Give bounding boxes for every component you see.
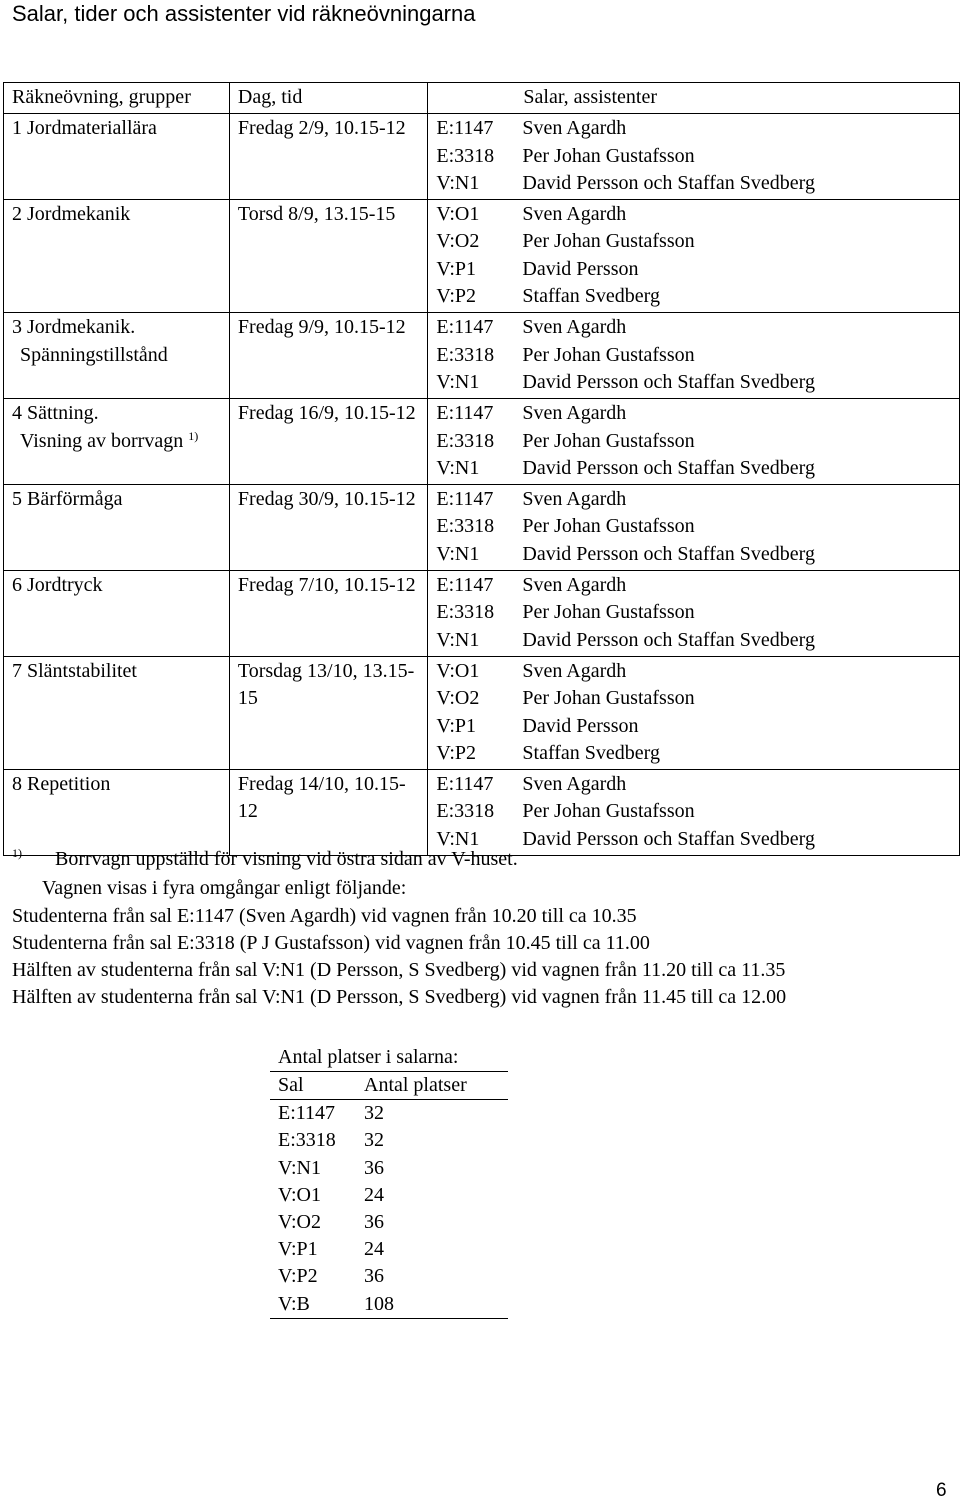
schedule-row <box>4 485 960 571</box>
schedule-row <box>4 656 960 769</box>
capacity-header-row <box>270 1072 508 1100</box>
room-code: V:O2 <box>436 687 480 710</box>
assistant-name: Per Johan Gustafsson <box>522 800 695 823</box>
exercise-time: Torsdag 13/10, 13.15-15 <box>229 656 427 769</box>
header-time: Dag, tid <box>229 83 427 114</box>
room-assignment <box>436 541 951 568</box>
room-assignment <box>436 771 951 798</box>
exercise-group-name: 7 Släntstabilitet <box>12 659 137 682</box>
room-assignment <box>436 428 951 455</box>
capacity-row <box>270 1263 508 1290</box>
room-code: V:N1 <box>436 456 480 479</box>
exercise-group <box>4 200 230 313</box>
assistant-name: Per Johan Gustafsson <box>522 601 695 624</box>
room-assignment <box>436 143 951 170</box>
schedule-row <box>4 770 960 856</box>
room-assignment <box>436 658 951 685</box>
assistant-name: Staffan Svedberg <box>522 741 660 764</box>
assistant-name: Sven Agardh <box>522 316 627 339</box>
assistant-name: David Persson och Staffan Svedberg <box>522 628 815 651</box>
exercise-time: Fredag 7/10, 10.15-12 <box>229 571 427 657</box>
capacity-room: E:1147 <box>278 1102 336 1125</box>
room-code: E:1147 <box>436 773 494 796</box>
schedule-row <box>4 313 960 399</box>
footnote-reference: 1) <box>188 428 199 443</box>
capacity-seats: 36 <box>364 1156 384 1179</box>
assistant-name: Per Johan Gustafsson <box>522 144 695 167</box>
assistant-name: Sven Agardh <box>522 203 627 226</box>
footnote-line: Vagnen visas i fyra omgångar enligt följande: <box>42 877 407 900</box>
room-code: V:N1 <box>436 827 480 850</box>
room-assignments <box>428 200 960 313</box>
schedule-row <box>4 399 960 485</box>
footnote <box>12 846 786 1012</box>
exercise-group-name: 1 Jordmateriallära <box>12 117 157 140</box>
capacity-row <box>270 1236 508 1263</box>
exercise-group-name: 3 Jordmekanik. <box>12 316 136 339</box>
room-code: E:3318 <box>436 515 495 538</box>
capacity-seats: 108 <box>356 1291 508 1319</box>
capacity-row <box>270 1209 508 1236</box>
exercise-group-name: 5 Bärförmåga <box>12 488 123 511</box>
capacity-row <box>270 1291 508 1319</box>
assistant-name: Per Johan Gustafsson <box>522 343 695 366</box>
assistant-name: Per Johan Gustafsson <box>522 687 695 710</box>
exercise-time: Fredag 9/9, 10.15-12 <box>229 313 427 399</box>
room-code: V:N1 <box>436 171 480 194</box>
assistant-name: David Persson <box>522 714 639 737</box>
assistant-name: David Persson <box>522 257 639 280</box>
room-assignment <box>436 713 951 740</box>
capacity-seats: 32 <box>364 1129 384 1152</box>
assistant-name: Staffan Svedberg <box>522 285 660 308</box>
exercise-group <box>4 114 230 200</box>
exercise-group-name: 8 Repetition <box>12 773 111 796</box>
exercise-time: Torsd 8/9, 13.15-15 <box>229 200 427 313</box>
footnote-first-line <box>12 846 786 875</box>
room-assignment <box>436 283 951 310</box>
room-assignments <box>428 313 960 399</box>
room-assignment <box>436 256 951 283</box>
room-assignment <box>436 627 951 654</box>
room-code: E:1147 <box>436 488 494 511</box>
room-code: E:3318 <box>436 343 495 366</box>
assistant-name: David Persson och Staffan Svedberg <box>522 171 815 194</box>
capacity-seats: 32 <box>364 1102 384 1125</box>
exercise-group <box>4 313 230 399</box>
room-code: V:O1 <box>436 203 480 226</box>
room-assignment <box>436 115 951 142</box>
schedule-row <box>4 114 960 200</box>
exercise-group-subtitle <box>12 342 221 368</box>
room-code: E:1147 <box>436 316 494 339</box>
assistant-name: Sven Agardh <box>522 117 627 140</box>
capacity-room: V:O1 <box>278 1183 321 1206</box>
room-code: V:P2 <box>436 285 477 308</box>
assistant-name: Per Johan Gustafsson <box>522 515 695 538</box>
capacity-room: V:P2 <box>278 1265 318 1288</box>
capacity-room: E:3318 <box>278 1129 336 1152</box>
room-code: V:O2 <box>436 230 480 253</box>
room-code: E:1147 <box>436 117 494 140</box>
assistant-name: Sven Agardh <box>522 574 627 597</box>
room-assignments <box>428 770 960 856</box>
exercise-group-subtitle <box>12 428 221 454</box>
exercise-group-subtitle-text: Visning av borrvagn <box>20 429 184 452</box>
assistant-name: Per Johan Gustafsson <box>522 230 695 253</box>
header-group: Räkneövning, grupper <box>4 83 230 114</box>
room-assignment <box>436 685 951 712</box>
assistant-name: David Persson och Staffan Svedberg <box>522 827 815 850</box>
room-assignment <box>436 170 951 197</box>
room-code: E:1147 <box>436 574 494 597</box>
capacity-room: V:P1 <box>278 1238 318 1261</box>
room-assignment <box>436 455 951 482</box>
exercise-time: Fredag 2/9, 10.15-12 <box>229 114 427 200</box>
capacity-row <box>270 1155 508 1182</box>
room-assignment <box>436 228 951 255</box>
room-assignment <box>436 314 951 341</box>
schedule-table <box>3 82 960 856</box>
room-code: E:1147 <box>436 402 494 425</box>
footnote-line: Hälften av studenterna från sal V:N1 (D Persson, S Svedberg) vid vagnen från 11.20 till ca 11.35 <box>12 959 786 982</box>
assistant-name: Sven Agardh <box>522 773 627 796</box>
footnote-line: Studenterna från sal E:1147 (Sven Agardh) vid vagnen från 10.20 till ca 10.35 <box>12 904 637 927</box>
room-code: V:P1 <box>436 257 477 280</box>
exercise-time: Fredag 14/10, 10.15-12 <box>229 770 427 856</box>
room-assignments <box>428 571 960 657</box>
room-assignment <box>436 486 951 513</box>
room-code: E:3318 <box>436 144 495 167</box>
capacity-row <box>270 1100 508 1128</box>
exercise-group <box>4 485 230 571</box>
room-code: E:3318 <box>436 601 495 624</box>
room-assignment <box>436 572 951 599</box>
room-code: V:P1 <box>436 714 477 737</box>
assistant-name: Per Johan Gustafsson <box>522 429 695 452</box>
exercise-group-subtitle-text: Spänningstillstånd <box>20 343 168 366</box>
exercise-group <box>4 571 230 657</box>
room-code: V:O1 <box>436 659 480 682</box>
footnote-line: Borrvagn uppställd för visning vid östra sidan av V-huset. <box>55 848 518 870</box>
capacity-table <box>270 1044 508 1319</box>
assistant-name: Sven Agardh <box>522 659 627 682</box>
room-assignment <box>436 400 951 427</box>
capacity-seats: 24 <box>364 1183 384 1206</box>
assistant-name: Sven Agardh <box>522 488 627 511</box>
capacity-row <box>270 1182 508 1209</box>
room-assignment <box>436 513 951 540</box>
room-assignments <box>428 114 960 200</box>
capacity-seats: 36 <box>364 1211 384 1234</box>
room-assignment <box>436 798 951 825</box>
capacity-row <box>270 1127 508 1154</box>
exercise-group <box>4 656 230 769</box>
schedule-row <box>4 571 960 657</box>
assistant-name: David Persson och Staffan Svedberg <box>522 456 815 479</box>
room-assignment <box>436 369 951 396</box>
assistant-name: David Persson och Staffan Svedberg <box>522 370 815 393</box>
footnote-marker: 1) <box>12 846 22 860</box>
room-code: E:3318 <box>436 429 495 452</box>
footnote-line: Studenterna från sal E:3318 (P J Gustafsson) vid vagnen från 10.45 till ca 11.00 <box>12 931 650 954</box>
room-assignment <box>436 201 951 228</box>
capacity-room: V:O2 <box>278 1211 321 1234</box>
room-assignment <box>436 342 951 369</box>
room-code: V:P2 <box>436 741 477 764</box>
room-assignments <box>428 399 960 485</box>
exercise-time: Fredag 30/9, 10.15-12 <box>229 485 427 571</box>
room-assignments <box>428 485 960 571</box>
exercise-group <box>4 399 230 485</box>
assistant-name: Sven Agardh <box>522 402 627 425</box>
footnote-line: Hälften av studenterna från sal V:N1 (D Persson, S Svedberg) vid vagnen från 11.45 till ca 12.00 <box>12 986 787 1009</box>
page-number: 6 <box>936 1480 947 1501</box>
exercise-group-name: 2 Jordmekanik <box>12 203 131 226</box>
capacity-seats: 24 <box>364 1238 384 1261</box>
room-code: V:N1 <box>436 542 480 565</box>
capacity-header-room: Sal <box>270 1072 356 1100</box>
exercise-group-name: 4 Sättning. <box>12 402 99 425</box>
capacity-seats: 36 <box>364 1265 384 1288</box>
room-assignment <box>436 599 951 626</box>
schedule-body <box>4 114 960 856</box>
header-rooms: Salar, assistenter <box>428 83 960 114</box>
room-assignments <box>428 656 960 769</box>
capacity-header-seats: Antal platser <box>356 1072 508 1100</box>
exercise-group-name: 6 Jordtryck <box>12 574 103 597</box>
room-assignment <box>436 740 951 767</box>
exercise-time: Fredag 16/9, 10.15-12 <box>229 399 427 485</box>
room-code: E:3318 <box>436 800 495 823</box>
capacity-room: V:N1 <box>278 1156 321 1179</box>
capacity-room: V:B <box>270 1291 356 1319</box>
schedule-row <box>4 200 960 313</box>
room-code: V:N1 <box>436 370 480 393</box>
assistant-name: David Persson och Staffan Svedberg <box>522 542 815 565</box>
room-code: V:N1 <box>436 628 480 651</box>
capacity-grid <box>270 1072 508 1319</box>
capacity-title: Antal platser i salarna: <box>270 1044 508 1072</box>
page-title: Salar, tider och assistenter vid räkneövningarna <box>12 1 476 26</box>
schedule-header-row <box>4 83 960 114</box>
